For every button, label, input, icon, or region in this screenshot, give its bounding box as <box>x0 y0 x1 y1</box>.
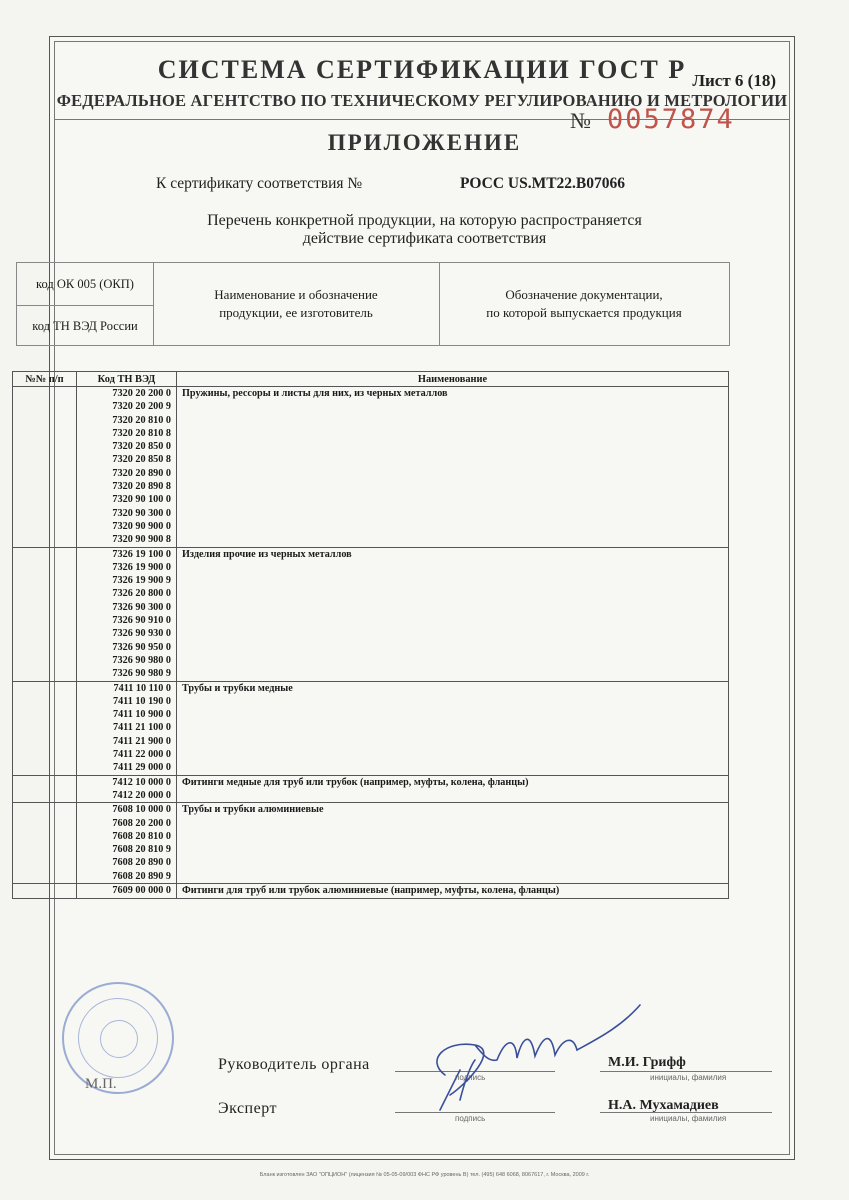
row-number-cell <box>13 803 77 884</box>
tnved-code: 7320 90 900 0 <box>112 520 171 532</box>
tnved-code: 7326 19 900 9 <box>112 575 171 587</box>
row-number-cell <box>13 547 77 681</box>
table-row <box>13 681 729 775</box>
table-row <box>13 803 729 884</box>
col-name: Наименование <box>177 372 729 387</box>
tnved-code: 7320 90 900 8 <box>112 534 171 546</box>
system-title: СИСТЕМА СЕРТИФИКАЦИИ ГОСТ Р <box>157 55 687 84</box>
tnved-code: 7411 10 900 0 <box>112 709 171 721</box>
tnved-code: 7320 20 890 0 <box>112 467 171 479</box>
stamp-seal <box>62 982 174 1094</box>
tnved-code: 7320 20 850 0 <box>112 441 171 453</box>
tnved-code: 7320 20 810 0 <box>112 414 171 426</box>
row-number-cell <box>13 883 77 898</box>
column-header-block <box>16 262 730 346</box>
okp-header: код ОК 005 (ОКП) <box>17 263 153 306</box>
certificate-number: РОСС US.MT22.B07066 <box>460 175 626 192</box>
tnved-code: 7326 19 100 0 <box>112 548 171 560</box>
row-number-cell <box>13 387 77 548</box>
tnved-code: 7608 10 000 0 <box>112 804 171 816</box>
tnved-code: 7320 20 810 8 <box>112 427 171 439</box>
tnved-code: 7320 20 890 8 <box>112 481 171 493</box>
print-footer: Бланк изготовлен ЗАО "ОПЦИОН" (лицензия № 05-05-09/003 ФНС РФ уровень В) тел. (495) 648 6068, 8067617, г. Москва, 2009 г. <box>259 1172 590 1178</box>
row-number-cell <box>13 681 77 775</box>
tnved-code: 7608 20 810 9 <box>112 844 171 856</box>
tnved-code: 7411 22 000 0 <box>112 749 171 761</box>
sheet-number: Лист 6 (18) <box>692 71 776 90</box>
tnved-code: 7411 21 900 0 <box>112 735 171 747</box>
tnved-code: 7320 20 850 8 <box>112 454 171 466</box>
tnved-code: 7608 20 890 9 <box>112 870 171 882</box>
product-name: Фитинги медные для труб или трубок (например, муфты, колена, фланцы) <box>177 775 729 803</box>
tnved-header: код ТН ВЭД России <box>32 319 138 333</box>
signature-stroke <box>437 1005 640 1110</box>
table-header-row <box>13 372 729 387</box>
tnved-code: 7320 20 200 0 <box>112 388 171 399</box>
documentation-header <box>439 263 729 345</box>
stamp-seal-center <box>100 1020 138 1058</box>
code-column <box>17 263 154 345</box>
tnved-code: 7326 19 900 0 <box>112 561 171 573</box>
tnved-code: 7326 90 950 0 <box>112 641 171 653</box>
agency-name: ФЕДЕРАЛЬНОЕ АГЕНТСТВО ПО ТЕХНИЧЕСКОМУ РЕГУЛИРОВАНИЮ И МЕТРОЛОГИИ <box>56 91 788 110</box>
tnved-code: 7608 20 200 0 <box>112 817 171 829</box>
product-name: Трубы и трубки алюминиевые <box>177 803 729 884</box>
head-signature-caption: подпись <box>455 1073 486 1082</box>
product-name: Фитинги для труб или трубок алюминиевые (например, муфты, колена, фланцы) <box>177 883 729 898</box>
handwritten-signature <box>405 1000 645 1120</box>
certificate-label: К сертификату соответствия № <box>156 175 363 192</box>
list-title: Перечень конкретной продукции, на которую распространяется действие сертификата соответствия <box>207 212 642 247</box>
tnved-code: 7411 10 190 0 <box>112 695 171 707</box>
row-codes-cell <box>77 803 177 884</box>
product-name-header <box>153 263 440 345</box>
row-codes-cell <box>77 883 177 898</box>
expert-signature-caption: подпись <box>455 1114 486 1123</box>
tnved-code: 7326 90 980 9 <box>112 668 171 680</box>
row-codes-cell <box>77 387 177 548</box>
product-name: Пружины, рессоры и листы для них, из черных металлов <box>177 387 729 548</box>
row-codes-cell <box>77 547 177 681</box>
product-name: Трубы и трубки медные <box>177 681 729 775</box>
tnved-code: 7412 20 000 0 <box>112 789 171 801</box>
head-name: М.И. Грифф <box>608 1055 686 1070</box>
table-row <box>13 883 729 898</box>
table-row <box>13 775 729 803</box>
product-name: Изделия прочие из черных металлов <box>177 547 729 681</box>
table-row <box>13 387 729 548</box>
documentation-header-text: Обозначение документации, по которой выпускается продукция <box>486 287 682 320</box>
tnved-code: 7411 29 000 0 <box>112 762 171 774</box>
row-codes-cell <box>77 681 177 775</box>
head-role: Руководитель органа <box>218 1056 370 1073</box>
head-name-caption: инициалы, фамилия <box>650 1073 727 1082</box>
tnved-code: 7411 10 110 0 <box>113 682 171 694</box>
expert-role: Эксперт <box>218 1100 277 1117</box>
tnved-code: 7412 10 000 0 <box>112 776 171 788</box>
tnved-code: 7326 90 300 0 <box>112 601 171 613</box>
tnved-code: 7326 90 930 0 <box>112 628 171 640</box>
form-number: 0057874 <box>607 104 735 135</box>
tnved-code: 7320 90 100 0 <box>112 494 171 506</box>
tnved-code: 7608 20 810 0 <box>112 830 171 842</box>
expert-name: Н.А. Мухамадиев <box>608 1098 719 1113</box>
tnved-code: 7411 21 100 0 <box>112 722 171 734</box>
tnved-code: 7609 00 000 0 <box>112 884 171 896</box>
row-number-cell <box>13 775 77 803</box>
stamp-label: М.П. <box>85 1076 117 1092</box>
page-title: ПРИЛОЖЕНИЕ <box>327 130 522 155</box>
col-code: Код ТН ВЭД <box>77 372 177 387</box>
product-table-body <box>13 387 729 899</box>
tnved-code: 7320 90 300 0 <box>112 507 171 519</box>
form-number-label: № <box>570 108 591 133</box>
table-row <box>13 547 729 681</box>
tnved-code: 7326 20 800 0 <box>112 588 171 600</box>
product-name-header-text: Наименование и обозначение продукции, ее изготовитель <box>214 287 378 320</box>
tnved-code: 7320 20 200 9 <box>112 401 171 413</box>
tnved-code: 7326 90 980 0 <box>112 654 171 666</box>
tnved-code: 7326 90 910 0 <box>112 615 171 627</box>
row-codes-cell <box>77 775 177 803</box>
tnved-code: 7608 20 890 0 <box>112 857 171 869</box>
expert-name-caption: инициалы, фамилия <box>650 1114 727 1123</box>
product-table <box>12 371 729 899</box>
col-number: №№ п/п <box>13 372 77 387</box>
